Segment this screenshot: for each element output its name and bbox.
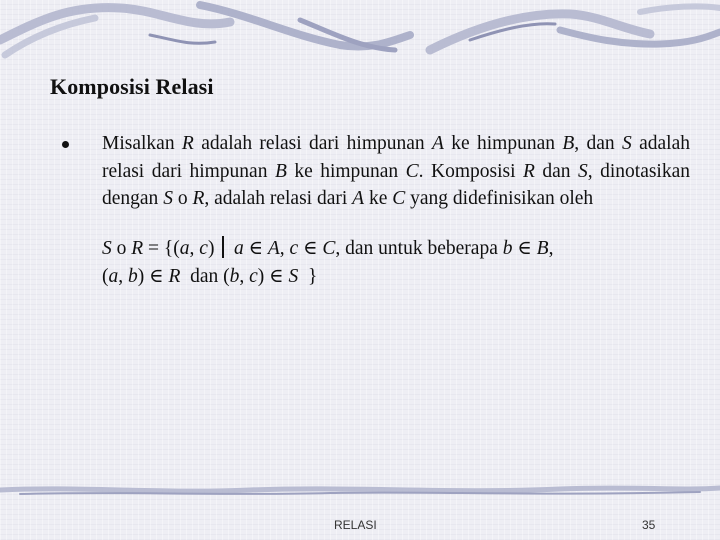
swirl-stroke xyxy=(0,488,720,491)
bottom-swirl-decoration xyxy=(0,482,720,498)
footer-label: RELASI xyxy=(334,518,377,532)
swirl-stroke xyxy=(20,492,700,494)
definition-line-2: (a, b) ∈ R dan (b, c) ∈ S } xyxy=(102,265,318,287)
such-that-bar xyxy=(222,236,224,258)
bullet-icon xyxy=(62,141,69,148)
swirl-stroke xyxy=(640,6,720,12)
composition-description: Misalkan R adalah relasi dari himpunan A ke himpunan B, dan S adalah relasi dari himpunan B ke himpunan C. Komposisi R dan S, dinotasikan dengan S o R, adalah relasi dari A ke C yang didefinisikan oleh xyxy=(102,133,691,209)
definition-line-1: S o R = {(a, c) a ∈ A, c ∈ C, dan untuk beberapa b ∈ B, xyxy=(102,237,554,259)
swirl-stroke xyxy=(150,35,215,43)
composition-definition xyxy=(102,235,692,291)
swirl-stroke xyxy=(5,18,95,55)
slide-title: Komposisi Relasi xyxy=(50,74,214,99)
page-number: 35 xyxy=(642,518,656,532)
slide-content xyxy=(62,130,692,291)
top-swirl-decoration xyxy=(0,0,720,62)
